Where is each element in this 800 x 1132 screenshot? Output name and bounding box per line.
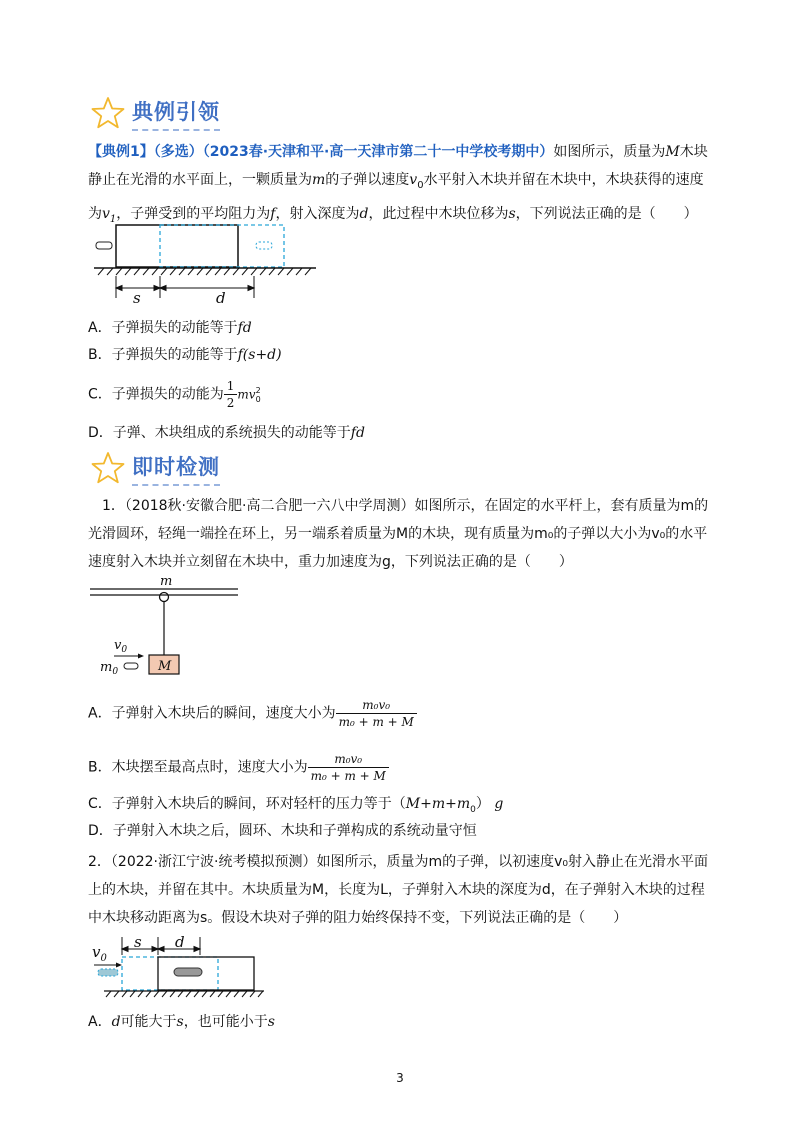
option-1d[interactable]: D．子弹、木块组成的系统损失的动能等于fd — [88, 425, 365, 441]
question-1-text: 1．（2018秋·安徽合肥·高二合肥一六八中学周测）如图所示，在固定的水平杆上，套有质量为m的光滑圆环，轻绳一端拴在环上，另一端系着质量为M的木块，现有质量为m₀的子弹以大小为v₀的水平速度射入木块并立刻留在木块中，重力加速度为g，下列说法正确的是（ ） — [88, 498, 709, 570]
section-title-examples — [90, 93, 220, 133]
bullet — [124, 663, 138, 669]
label-d: d — [175, 935, 185, 951]
option-q1-a[interactable]: A．子弹射入木块后的瞬间，速度大小为 $\frac{\text{m₀v₀}}{\text{m₀ + m + M}}$ — [88, 697, 417, 730]
example-source: （2023春·天津和平·高一天津市第二十一中学校考期中） — [202, 144, 554, 160]
section-title-label: 典例引领 — [132, 96, 220, 131]
bullet-initial — [98, 969, 118, 976]
example-type: （多选） — [153, 144, 203, 160]
label-s: s — [134, 935, 142, 951]
figure-bullet-block-1 — [88, 218, 328, 310]
option-q1-b[interactable]: B．木块摆至最高点时，速度大小为 $\frac{\text{m₀v₀}}{\text{m₀ + m + M}}$ — [88, 751, 389, 784]
block-final — [158, 957, 254, 990]
label-m: m — [160, 574, 173, 589]
option-q1-c[interactable]: C．子弹射入木块后的瞬间，环对轻杆的压力等于$(M+m+m_0)$ g — [88, 796, 504, 815]
label-d: d — [216, 289, 226, 307]
option-1c[interactable]: C．子弹损失的动能为 $\frac{1}{2}$ mv 2 0 — [88, 379, 261, 410]
block-final — [160, 225, 284, 267]
figure-pendulum — [88, 573, 248, 681]
star-icon — [90, 450, 126, 486]
figure-bullet-block-2 — [90, 935, 270, 1000]
option-q2-a[interactable]: A．d可能大于s，也可能小于s — [88, 1014, 275, 1030]
page-number: 3 — [396, 1071, 404, 1085]
ground-hatch — [106, 991, 263, 997]
label-M: M — [158, 659, 172, 674]
label-v0: $v_0$ — [114, 638, 128, 655]
star-icon — [90, 95, 126, 131]
question-2-text: 2．（2022·浙江宁波·统考模拟预测）如图所示，质量为m的子弹，以初速度v₀射入静止在光滑水平面上的木块，并留在其中。木块质量为M，长度为L，子弹射入木块的深度为d，在子弹射入木块的过程中木块移动距离为s。假设木块对子弹的阻力始终保持不变，下列说法正确的是（ ） — [88, 854, 708, 926]
label-s: s — [133, 289, 141, 307]
block-initial — [116, 225, 238, 267]
example-1-text: 【典例1】（多选）（2023春·天津和平·高一天津市第二十一中学校考期中）如图所示，质量为M木块静止在光滑的水平面上，一颗质量为m的子弹以速度$v_0$水平射入木块并留在木块中，木块获得的速度为$v_1$，子弹受到的平均阻力为f，射入深度为d，此过程中木块位移为s，下列说法正确的是（ ） — [88, 144, 708, 225]
example-tag: 【典例1】 — [88, 144, 154, 160]
label-m0: $m_0$ — [100, 660, 119, 677]
ground-hatch — [98, 268, 311, 275]
label-v0: $v_0$ — [92, 943, 107, 964]
block-initial — [122, 957, 218, 990]
option-q1-d[interactable]: D．子弹射入木块之后，圆环、木块和子弹构成的系统动量守恒 — [88, 823, 477, 839]
bullet-final — [256, 242, 272, 249]
bullet — [96, 242, 112, 249]
section-title-label: 即时检测 — [132, 451, 220, 486]
ring — [160, 593, 169, 602]
bullet-embedded — [174, 968, 202, 976]
section-title-quick-test — [90, 448, 220, 488]
option-1a[interactable]: A．子弹损失的动能等于fd — [88, 320, 252, 336]
option-1b[interactable]: B．子弹损失的动能等于f(s+d) — [88, 347, 282, 363]
